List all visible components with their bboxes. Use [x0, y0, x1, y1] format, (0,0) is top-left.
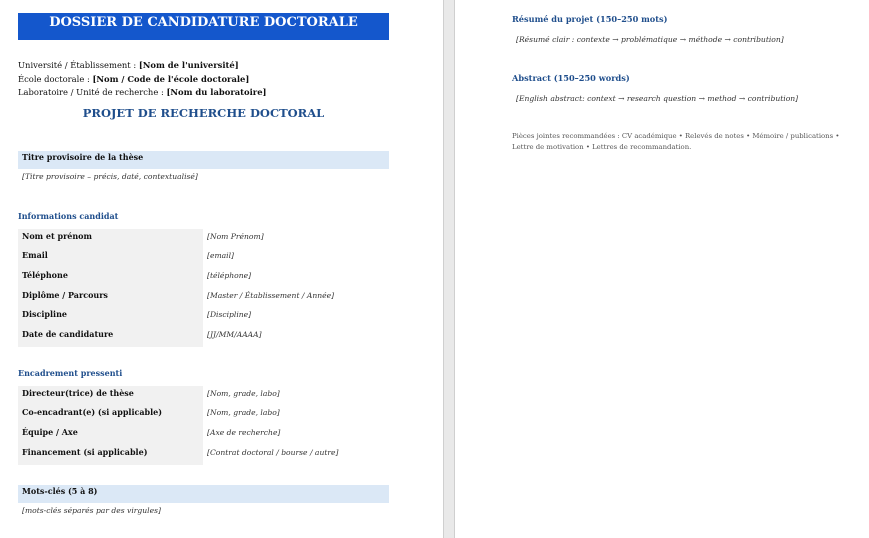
candidate-section-heading: Informations candidat — [18, 211, 119, 221]
supervision-row-value[interactable]: [Nom, grade, labo] — [207, 408, 280, 417]
candidate-row-value[interactable]: [téléphone] — [207, 271, 252, 280]
candidate-row-label: Téléphone — [22, 270, 68, 280]
summary-fr-heading: Résumé du projet (150–250 mots) — [512, 14, 668, 24]
university-value[interactable]: [Nom de l'université] — [138, 60, 239, 70]
supervision-row-value[interactable]: [Axe de recherche] — [207, 428, 281, 437]
candidate-row-value[interactable]: [JJ/MM/AAAA] — [207, 330, 262, 339]
supervision-row-label: Directeur(trice) de thèse — [22, 388, 134, 398]
candidate-row-label: Discipline — [22, 309, 67, 319]
summary-en-heading: Abstract (150–250 words) — [512, 73, 630, 83]
candidate-row-label: Nom et prénom — [22, 231, 92, 241]
candidate-row-value[interactable]: [Nom Prénom] — [207, 232, 264, 241]
supervision-row-label: Financement (si applicable) — [22, 447, 148, 457]
summary-en-placeholder[interactable]: [English abstract: context → research question → method → contribution] — [516, 94, 799, 103]
thesis-title-label: Titre provisoire de la thèse — [22, 152, 144, 162]
supervision-row-label: Co-encadrant(e) (si applicable) — [22, 407, 163, 417]
keywords-label: Mots-clés (5 à 8) — [22, 486, 98, 496]
candidate-row-label: Diplôme / Parcours — [22, 290, 108, 300]
candidate-row-label: Date de candidature — [22, 329, 114, 339]
candidate-row-value[interactable]: [email] — [207, 251, 235, 260]
attachments-note: Pièces jointes recommandées : CV académique • Relevés de notes • Mémoire / publications • Lettre de motivation • Lettres de recommandation. — [512, 132, 840, 151]
supervision-row-label: Équipe / Axe — [22, 427, 78, 437]
laboratory-value[interactable]: [Nom du laboratoire] — [166, 87, 267, 97]
supervision-row-value[interactable]: [Nom, grade, labo] — [207, 389, 280, 398]
supervision-section-heading: Encadrement pressenti — [18, 368, 123, 378]
candidate-row-value[interactable]: [Master / Établissement / Année] — [207, 291, 335, 300]
project-heading: PROJET DE RECHERCHE DOCTORAL — [82, 106, 325, 120]
supervision-row-value[interactable]: [Contrat doctoral / bourse / autre] — [207, 448, 339, 457]
laboratory-line: Laboratoire / Unité de recherche : [Nom du laboratoire] — [18, 87, 267, 97]
document-title: DOSSIER DE CANDIDATURE DOCTORALE — [49, 15, 358, 30]
candidate-row-value[interactable]: [Discipline] — [207, 310, 252, 319]
thesis-title-placeholder[interactable]: [Titre provisoire – précis, daté, contextualisé] — [22, 172, 198, 181]
page-gutter — [443, 0, 455, 538]
doctoral-school-value[interactable]: [Nom / Code de l'école doctorale] — [92, 74, 250, 84]
university-line: Université / Établissement : [Nom de l'université] — [18, 60, 239, 70]
thesis-title-bar — [18, 151, 389, 169]
candidate-row-label: Email — [22, 250, 48, 260]
doctoral-school-line: École doctorale : [Nom / Code de l'école doctorale] — [18, 74, 250, 84]
document-title-banner — [18, 13, 389, 40]
keywords-bar — [18, 485, 389, 503]
summary-fr-placeholder[interactable]: [Résumé clair : contexte → problématique → méthode → contribution] — [516, 35, 784, 44]
keywords-placeholder[interactable]: [mots-clés séparés par des virgules] — [22, 506, 161, 515]
